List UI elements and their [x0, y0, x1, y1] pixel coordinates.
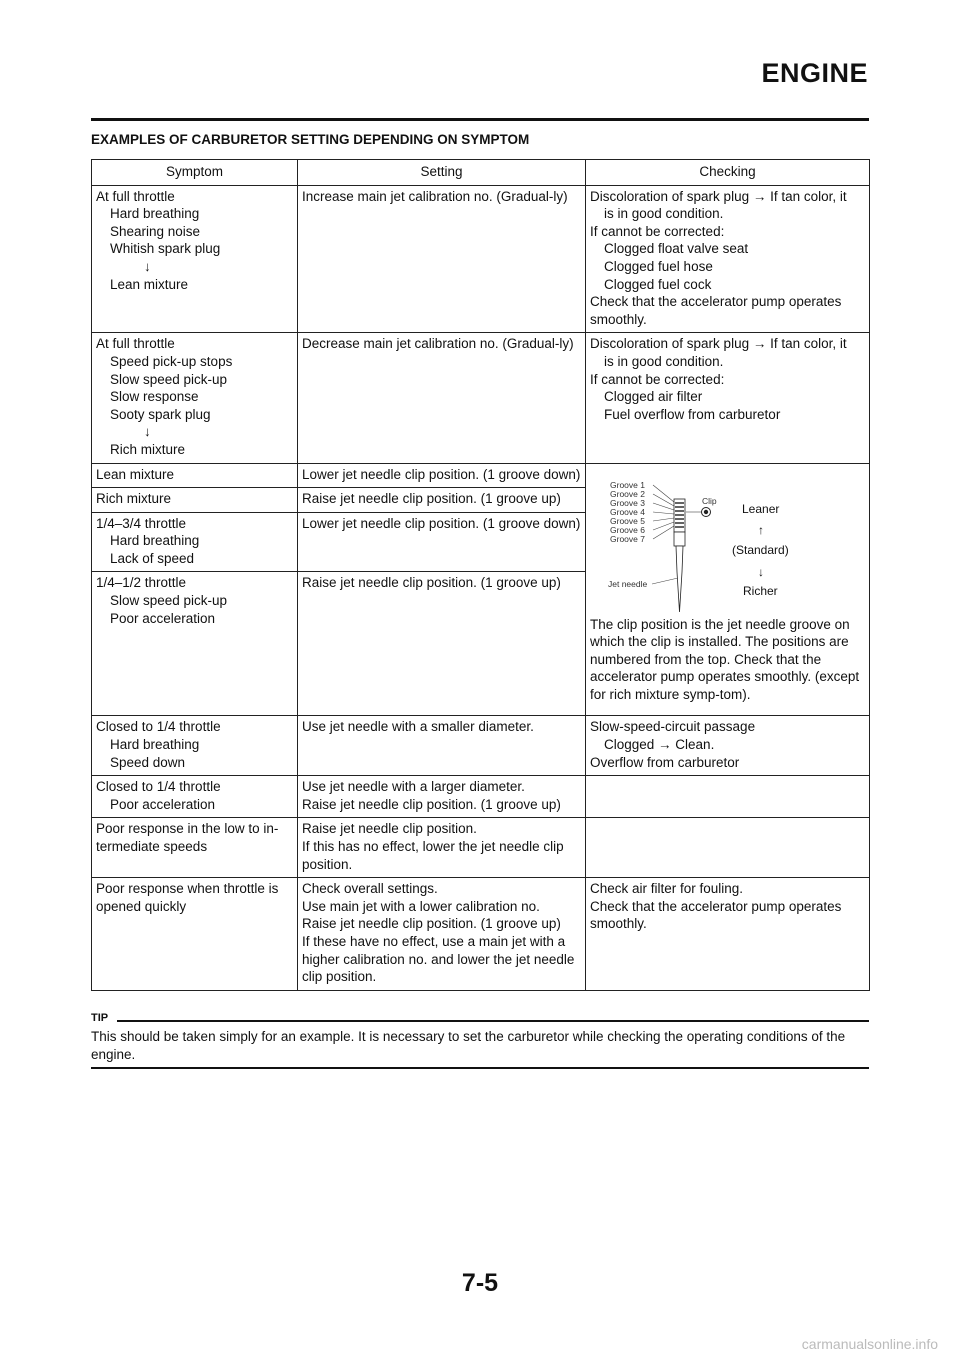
up-arrow-icon: ↑ — [758, 522, 764, 537]
checking-line: Clogged fuel cock — [604, 276, 712, 292]
symptom-line: Sooty spark plug — [110, 406, 211, 422]
table-row — [92, 185, 870, 333]
down-arrow-icon: ↓ — [144, 258, 151, 274]
setting-line: If this has no effect, lower the jet needle clip position. — [302, 839, 564, 872]
symptom-cell — [92, 512, 298, 572]
page-number: 7-5 — [461, 1269, 499, 1297]
symptom-line: Slow speed pick-up — [110, 593, 228, 609]
symptom-line: Speed down — [110, 754, 186, 770]
checking-cell — [586, 333, 870, 463]
groove-1-label: Groove 1 — [610, 479, 645, 490]
checking-line: is in good condition. — [604, 353, 724, 369]
symptom-line: 1/4–1/2 throttle — [96, 575, 187, 591]
header-symptom: Symptom — [92, 160, 298, 186]
setting-line: Raise jet needle clip position. (1 groove up) — [302, 916, 561, 932]
setting-line: If these have no effect, use a main jet with a higher calibration no. and lower the jet needle clip position. — [302, 934, 575, 985]
checking-line: Check air filter for fouling. — [590, 881, 744, 897]
down-arrow-icon: ↓ — [758, 564, 764, 579]
setting-cell — [298, 878, 586, 991]
checking-line: Discoloration of spark plug → If tan color, it — [590, 336, 847, 352]
leaner-label: Leaner — [742, 501, 780, 516]
jet-needle-diagram — [590, 466, 865, 616]
checking-cell — [586, 878, 870, 991]
setting-text: Decrease main jet calibration no. (Gradual-ly) — [302, 336, 574, 352]
setting-line: Check overall settings. — [302, 881, 438, 897]
symptom-line: Lean mixture — [96, 466, 175, 482]
symptom-line: Poor response in the low to in-termediate speeds — [96, 821, 279, 855]
tip-label: TIP — [91, 1012, 109, 1024]
setting-line: Use jet needle with a larger diameter. — [302, 779, 525, 795]
page-header-title: ENGINE — [761, 58, 868, 88]
checking-line: Check that the accelerator pump operates smoothly. — [590, 294, 842, 327]
table-row — [92, 878, 870, 991]
groove-2-label: Groove 2 — [610, 488, 645, 499]
symptom-cell — [92, 572, 298, 716]
clip-label: Clip — [702, 495, 717, 506]
checking-cell — [586, 185, 870, 333]
setting-cell — [298, 818, 586, 878]
header-rule — [91, 118, 869, 121]
symptom-line: Closed to 1/4 throttle — [96, 719, 221, 735]
table-row — [92, 716, 870, 776]
setting-text: Lower jet needle clip position. (1 groove down) — [302, 515, 581, 531]
symptom-line: Shearing noise — [110, 223, 201, 239]
tip-rule — [117, 1020, 869, 1022]
down-arrow-icon: ↓ — [144, 424, 151, 440]
setting-text: Raise jet needle clip position. (1 groove up) — [302, 491, 561, 507]
symptom-line: Closed to 1/4 throttle — [96, 779, 221, 795]
setting-line: Use main jet with a lower calibration no. — [302, 898, 540, 914]
header-setting: Setting — [298, 160, 586, 186]
symptom-line: Slow speed pick-up — [110, 371, 228, 387]
section-title: EXAMPLES OF CARBURETOR SETTING DEPENDING ON SYMPTOM — [91, 132, 530, 147]
watermark[interactable]: carmanualsonline.info — [801, 1336, 938, 1352]
checking-line: Discoloration of spark plug → If tan color, it — [590, 188, 847, 204]
checking-line: is in good condition. — [604, 206, 724, 222]
checking-line: If cannot be corrected: — [590, 223, 725, 239]
clip-icon — [702, 507, 711, 516]
symptom-line: 1/4–3/4 throttle — [96, 515, 187, 531]
checking-cell — [586, 818, 870, 878]
checking-line: Overflow from carburetor — [590, 754, 740, 770]
symptom-line: At full throttle — [96, 188, 175, 204]
symptom-line: Poor acceleration — [110, 610, 216, 626]
setting-text: Raise jet needle clip position. (1 groove up) — [302, 575, 561, 591]
symptom-line: Slow response — [110, 389, 199, 405]
tip-bottom-rule — [91, 1067, 869, 1069]
symptom-line: Hard breathing — [110, 533, 200, 549]
symptom-cell — [92, 185, 298, 333]
setting-cell — [298, 333, 586, 463]
symptom-cell — [92, 878, 298, 991]
symptom-line: Lack of speed — [110, 550, 195, 566]
groove-6-label: Groove 6 — [610, 524, 645, 535]
symptom-line: Speed pick-up stops — [110, 353, 233, 369]
setting-cell — [298, 716, 586, 776]
symptom-cell — [92, 818, 298, 878]
standard-label: (Standard) — [732, 542, 789, 557]
groove-3-label: Groove 3 — [610, 497, 645, 508]
jet-needle-icon — [674, 499, 685, 612]
table-row — [92, 463, 870, 488]
table-header-row — [92, 160, 870, 186]
setting-cell — [298, 776, 586, 818]
setting-text: Lower jet needle clip position. (1 groove down) — [302, 466, 581, 482]
symptom-line: Poor response when throttle is opened quickly — [96, 881, 279, 914]
clip-position-cell — [586, 463, 870, 716]
checking-line: Slow-speed-circuit passage — [590, 719, 756, 735]
richer-label: Richer — [743, 583, 778, 598]
symptom-line: At full throttle — [96, 336, 175, 352]
setting-text: Use jet needle with a smaller diameter. — [302, 719, 534, 735]
checking-cell — [586, 716, 870, 776]
symptom-cell — [92, 333, 298, 463]
checking-line: Fuel overflow from carburetor — [604, 406, 781, 422]
symptom-cell — [92, 716, 298, 776]
setting-line: Raise jet needle clip position. (1 groove up) — [302, 796, 561, 812]
symptom-line: Whitish spark plug — [110, 241, 221, 257]
tip-text: This should be taken simply for an example. It is necessary to set the carburetor while checking the operating conditions of the engine. — [91, 1029, 846, 1062]
setting-cell — [298, 572, 586, 716]
symptom-line: Hard breathing — [110, 737, 200, 753]
setting-cell — [298, 185, 586, 333]
carburetor-settings-table — [91, 159, 870, 991]
symptom-cell — [92, 776, 298, 818]
symptom-cell — [92, 488, 298, 513]
symptom-line: Rich mixture — [110, 441, 186, 457]
checking-line: Check that the accelerator pump operates smoothly. — [590, 898, 842, 932]
jet-needle-label: Jet needle — [608, 578, 648, 589]
jet-needle-drawing — [590, 466, 866, 616]
setting-text: Increase main jet calibration no. (Gradual-ly) — [302, 188, 568, 204]
checking-line: Clogged float valve seat — [604, 241, 749, 257]
setting-cell — [298, 488, 586, 513]
symptom-line: Lean mixture — [110, 276, 189, 292]
checking-line: Clogged → Clean. — [604, 737, 715, 753]
clip-position-text: The clip position is the jet needle groove on which the clip is installed. The positions are numbered from the top. Check that the accelerator pump operates smoothly. (except for rich mixture symp-tom). — [590, 616, 860, 702]
symptom-line: Hard breathing — [110, 206, 200, 222]
groove-7-label: Groove 7 — [610, 533, 645, 544]
checking-cell — [586, 776, 870, 818]
symptom-line: Poor acceleration — [110, 796, 216, 812]
checking-line: Clogged fuel hose — [604, 258, 713, 274]
setting-cell — [298, 512, 586, 572]
checking-line: Clogged air filter — [604, 389, 703, 405]
setting-cell — [298, 463, 586, 488]
symptom-line: Rich mixture — [96, 491, 172, 507]
table-row — [92, 333, 870, 463]
groove-5-label: Groove 5 — [610, 515, 645, 526]
table-row — [92, 776, 870, 818]
header-checking: Checking — [586, 160, 870, 186]
checking-line: If cannot be corrected: — [590, 371, 725, 387]
setting-line: Raise jet needle clip position. — [302, 821, 477, 837]
groove-4-label: Groove 4 — [610, 506, 645, 517]
symptom-cell — [92, 463, 298, 488]
table-row — [92, 818, 870, 878]
